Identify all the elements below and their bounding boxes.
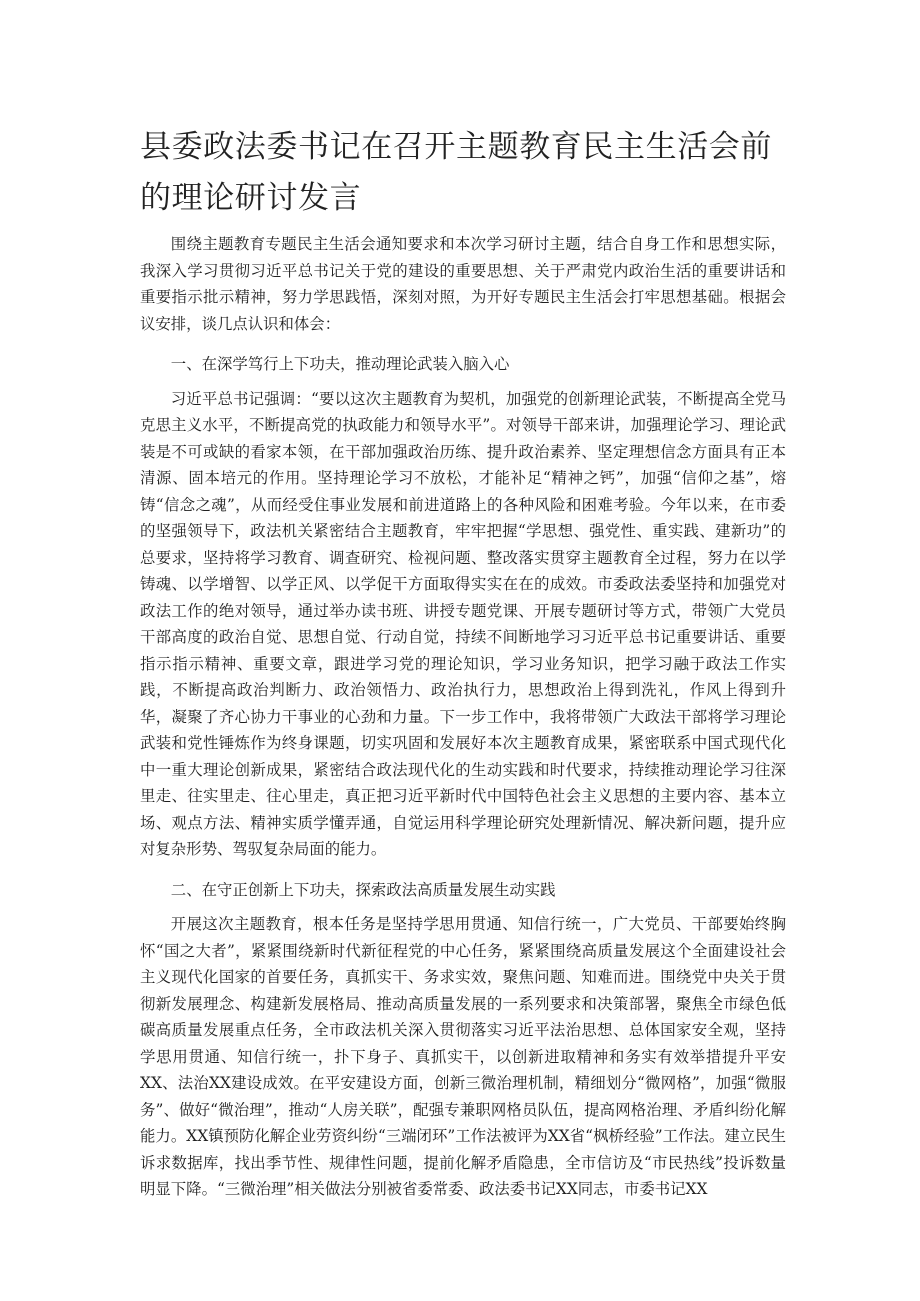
section-1-paragraph: 习近平总书记强调：“要以这次主题教育为契机，加强党的创新理论武装，不断提高全党马克思主义水平，不断提高党的执政能力和领导水平”。对领导干部来讲，加强理论学习、理论武装是不可或缺的看家本领，在干部加强政治历练、提升政治素养、坚定理想信念方面具有正本清源、固本培元的作用。坚持理论学习不放松，才能补足“精神之钙”，加强“信仰之基”，熔铸“信念之魂”，从而经受住事业发展和前进道路上的各种风险和困难考验。今年以来，在市委的坚强领导下，政法机关紧密结合主题教育，牢牢把握“学思想、强党性、重实践、建新功”的总要求，坚持将学习教育、调查研究、检视问题、整改落实贯穿主题教育全过程，努力在以学铸魂、以学增智、以学正风、以学促干方面取得实实在在的成效。市委政法委坚持和加强党对政法工作的绝对领导，通过举办读书班、讲授专题党课、开展专题研讨等方式，带领广大党员干部高度的政治自觉、思想自觉、行动自觉，持续不间断地学习习近平总书记重要讲话、重要指示指示精神、重要文章，跟进学习党的理论知识，学习业务知识，把学习融于政法工作实践，不断提高政治判断力、政治领悟力、政治执行力，思想政治上得到洗礼，作风上得到升华，凝聚了齐心协力干事业的心劲和力量。下一步工作中，我将带领广大政法干部将学习理论武装和党性锤炼作为终身课题，切实巩固和发展好本次主题教育成果，紧密联系中国式现代化中一重大理论创新成果，紧密结合政法现代化的生动实践和时代要求，持续推动理论学习往深里走、往实里走、往心里走，真正把习近平新时代中国特色社会主义思想的主要内容、基本立场、观点方法、精神实质学懂弄通，自觉运用科学理论研究处理新情况、解决新问题，提升应对复杂形势、驾驭复杂局面的能力。	[140, 389, 786, 858]
section-2-paragraph: 开展这次主题教育，根本任务是坚持学思用贯通、知信行统一，广大党员、干部要始终胸怀“国之大者”，紧紧围绕新时代新征程党的中心任务，紧紧围绕高质量发展这个全面建设社会主义现代化国家的首要任务，真抓实干、务求实效，聚焦问题、知难而进。围绕党中央关于贯彻新发展理念、构建新发展格局、推动高质量发展的一系列要求和决策部署，聚焦全市绿色低碳高质量发展重点任务，全市政法机关深入贯彻落实习近平法治思想、总体国家安全观，坚持学思用贯通、知信行统一，扑下身子、真抓实干，以创新进取精神和务实有效举措提升平安XX、法治XX建设成效。在平安建设方面，创新三微治理机制，精细划分“微网格”，加强“微服务”、做好“微治理”，推动“人房关联”，配强专兼职网格员队伍，提高网格治理、矛盾纠纷化解能力。XX镇预防化解企业劳资纠纷“三端闭环”工作法被评为XX省“枫桥经验”工作法。建立民生诉求数据库，找出季节性、规律性问题，提前化解矛盾隐患，全市信访及“市民热线”投诉数量明显下降。“三微治理”相关做法分别被省委常委、政法委书记XX同志，市委书记XX	[140, 915, 786, 1198]
document-title: 县委政法委书记在召开主题教育民主生活会前的理论研讨发言	[140, 129, 772, 216]
section-1-heading: 一、在深学笃行上下功夫，推动理论武装入脑入心	[170, 355, 510, 373]
document-body	[140, 231, 786, 1203]
intro-paragraph: 围绕主题教育专题民主生活会通知要求和本次学习研讨主题，结合自身工作和思想实际，我深入学习贯彻习近平总书记关于党的建设的重要思想、关于严肃党内政治生活的重要讲话和重要指示批示精神，努力学思践悟，深刻对照，为开好专题民主生活会打牢思想基础。根据会议安排，谈几点认识和体会：	[140, 235, 786, 333]
section-2-heading: 二、在守正创新上下功夫，探索政法高质量发展生动实践	[170, 880, 556, 899]
